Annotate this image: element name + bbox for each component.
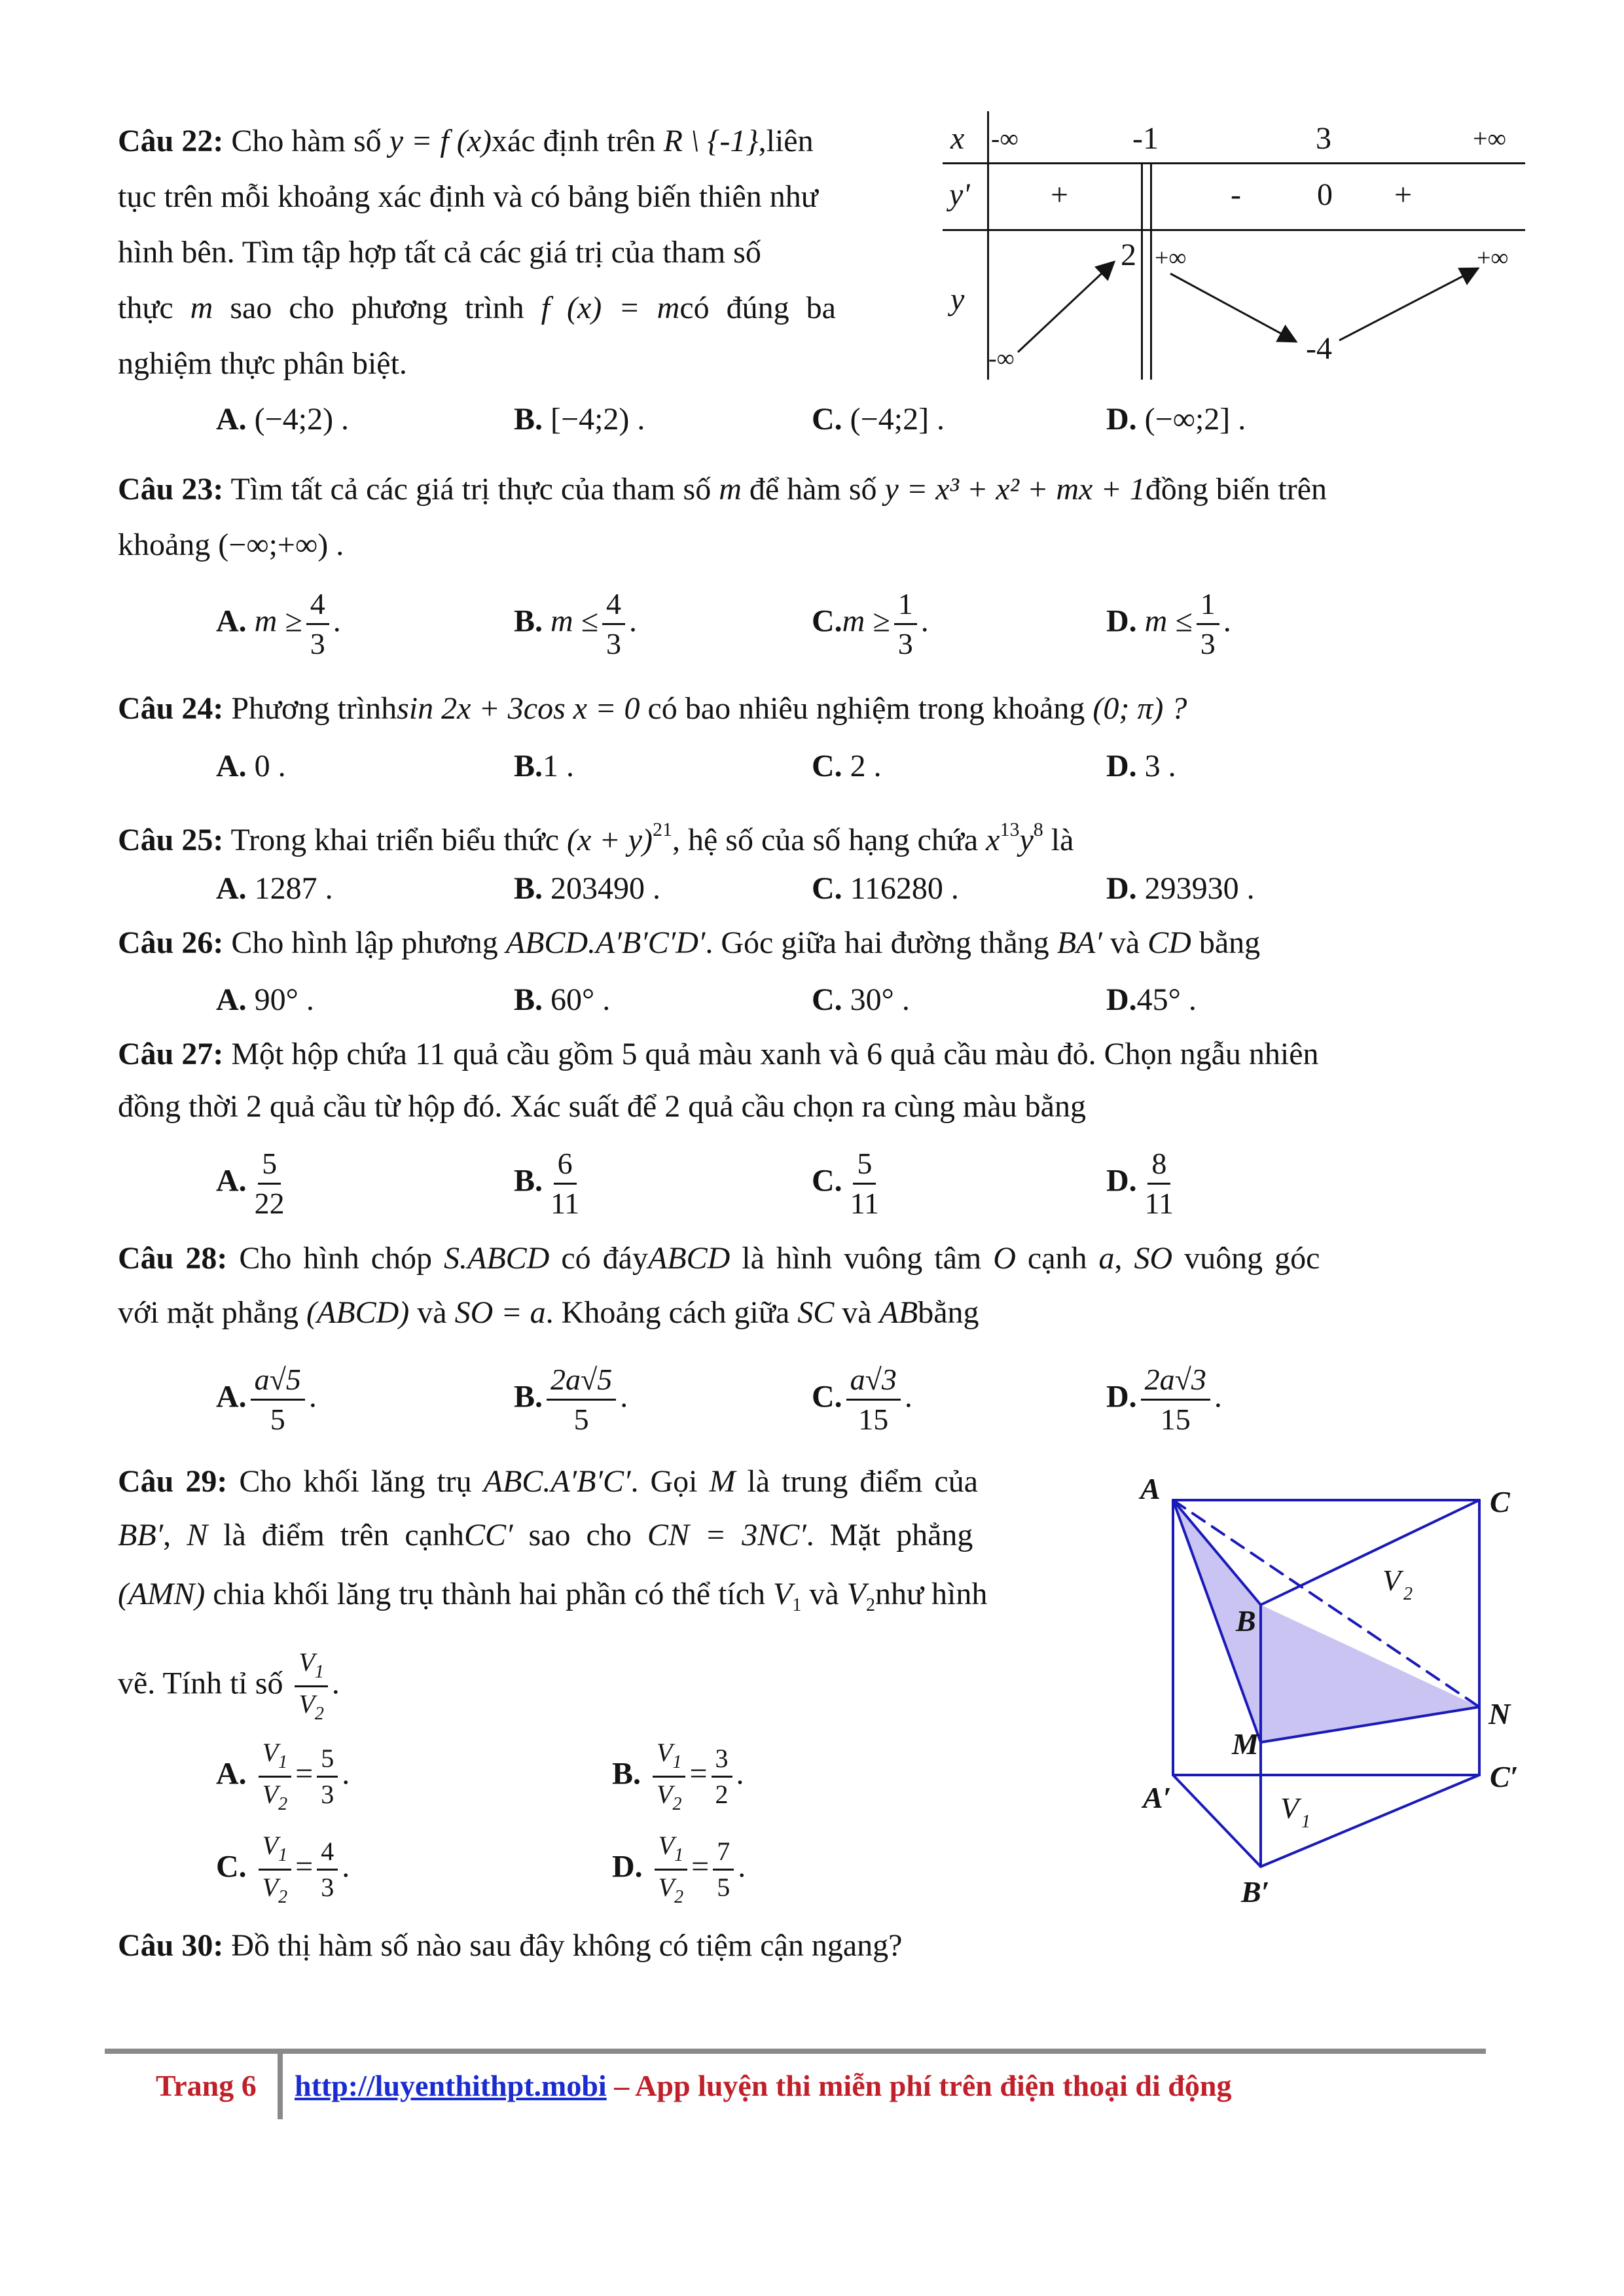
q23-answer-d: D. m ≤ $\frac{1}{3}$ . xyxy=(1106,587,1231,660)
footer-page-number: Trang 6 xyxy=(156,2069,257,2102)
q29-answer-a: A. $\frac{V_1}{V_2}$ = $\frac{5}{3}$ . xyxy=(216,1738,350,1814)
prism-figure xyxy=(1126,1460,1532,1905)
q23-answer-a: A. m ≥ $\frac{4}{3}$ . xyxy=(216,587,341,660)
table-y-2: 2 xyxy=(1121,238,1136,272)
q26-answer-d: D.45° . xyxy=(1106,982,1197,1017)
q24-answer-d: D. 3 . xyxy=(1106,749,1176,783)
label-v1-sub: 1 xyxy=(1301,1812,1310,1832)
table-y-label: y xyxy=(950,282,965,317)
q22-label: Câu 22: xyxy=(118,124,224,158)
table-sign-3: + xyxy=(1394,177,1413,212)
q23-line2: khoảng (−∞;+∞) . xyxy=(118,528,344,562)
q27-line2: đồng thời 2 quả cầu từ hộp đó. Xác suất để 2 quả cầu chọn ra cùng màu bằng xyxy=(118,1089,1086,1124)
q29-line4: vẽ. Tính tỉ số $\frac{V_1}{V_2}$ . xyxy=(118,1647,340,1724)
footer-rule xyxy=(105,2049,1486,2054)
table-y-pos-inf-1: +∞ xyxy=(1155,244,1187,272)
label-v2-sub: 2 xyxy=(1403,1584,1413,1604)
q28-answer-c: C. $\frac{a√3}{15}$ . xyxy=(812,1363,912,1436)
q23-answer-b: B. m ≤ $\frac{4}{3}$ . xyxy=(514,587,638,660)
q27-line1: Câu 27: Một hộp chứa 11 quả cầu gồm 5 quả màu xanh và 6 quả cầu màu đỏ. Chọn ngẫu nhiên xyxy=(118,1037,1319,1071)
q28-answer-d: D. $\frac{2a√3}{15}$ . xyxy=(1106,1363,1222,1436)
vertex-c1: C′ xyxy=(1490,1760,1519,1793)
vertex-b1: B′ xyxy=(1241,1875,1270,1905)
q22-line1: Câu 22: Cho hàm số y = f (x)xác định trên R \ {-1},liên xyxy=(118,124,814,158)
q26-answer-b: B. 60° . xyxy=(514,982,611,1017)
table-sign-1: + xyxy=(1051,177,1069,212)
table-x-minus-1: -1 xyxy=(1132,121,1159,156)
table-y-pos-inf-2: +∞ xyxy=(1477,244,1509,272)
footer-link[interactable]: http://luyenthithpt.mobi xyxy=(295,2069,607,2102)
table-arrows xyxy=(943,111,1525,386)
footer-tagline: http://luyenthithpt.mobi – App luyện thi miễn phí trên điện thoại di động xyxy=(295,2069,1232,2102)
q26-label: Câu 26: xyxy=(118,925,224,960)
q22-line4: thực m sao cho phương trình f (x) = mcó đúng ba xyxy=(118,291,836,325)
q27-answer-d: D. $\frac{8}{11}$ xyxy=(1106,1147,1174,1220)
q25-answer-b: B. 203490 . xyxy=(514,871,661,906)
q23-answer-c: C.m ≥ $\frac{1}{3}$ . xyxy=(812,587,929,660)
vertex-c: C xyxy=(1490,1485,1510,1518)
table-y-minus-4: -4 xyxy=(1306,331,1332,366)
plane-amn-section xyxy=(1173,1500,1479,1742)
q25-answer-c: C. 116280 . xyxy=(812,871,959,906)
table-y-neg-inf: -∞ xyxy=(988,345,1015,372)
q22-line3: hình bên. Tìm tập hợp tất cả các giá trị của tham số xyxy=(118,235,761,270)
q26-answer-c: C. 30° . xyxy=(812,982,910,1017)
q22-line2: tục trên mỗi khoảng xác định và có bảng biến thiên như xyxy=(118,179,818,214)
q26-answer-a: A. 90° . xyxy=(216,982,314,1017)
q28-answer-b: B. $\frac{2a√5}{5}$ . xyxy=(514,1363,628,1436)
vertex-a: A xyxy=(1140,1472,1161,1505)
q29-label: Câu 29: xyxy=(118,1464,228,1499)
arrow-down xyxy=(1170,274,1296,342)
q25-answer-a: A. 1287 . xyxy=(216,871,333,906)
q25-line1: Câu 25: Trong khai triển biểu thức $(x + y)^{21}$, hệ số của số hạng chứa $x^{13}y^8$ là xyxy=(118,819,1074,857)
vertex-b: B xyxy=(1236,1604,1256,1638)
q24-label: Câu 24: xyxy=(118,691,224,726)
edge-a1b1 xyxy=(1173,1775,1261,1867)
q29-line2: BB′, N là điểm trên cạnhCC′ sao cho CN = 3NC′. Mặt phẳng xyxy=(118,1518,973,1552)
q27-answer-c: C. $\frac{5}{11}$ xyxy=(812,1147,879,1220)
arrow-up-1 xyxy=(1018,262,1114,352)
q22-answer-b: B. [−4;2) . xyxy=(514,402,645,437)
q29-line1: Câu 29: Cho khối lăng trụ ABC.A′B′C′. Gọi M là trung điểm của xyxy=(118,1464,978,1499)
q22-answer-c: C. (−4;2] . xyxy=(812,402,945,437)
q24-answer-a: A. 0 . xyxy=(216,749,286,783)
q29-answer-b: B. $\frac{V_1}{V_2}$ = $\frac{3}{2}$ . xyxy=(612,1738,744,1814)
q23-label: Câu 23: xyxy=(118,472,224,507)
table-x-3: 3 xyxy=(1316,121,1331,156)
q27-answer-b: B. $\frac{6}{11}$ xyxy=(514,1147,580,1220)
arrow-up-2 xyxy=(1339,268,1478,340)
q25-answer-d: D. 293930 . xyxy=(1106,871,1255,906)
q30-line1: Câu 30: Đồ thị hàm số nào sau đây không có tiệm cận ngang? xyxy=(118,1928,903,1963)
table-x-pos-inf: +∞ xyxy=(1473,124,1507,153)
q25-label: Câu 25: xyxy=(118,823,224,857)
table-sign-2: - xyxy=(1231,177,1241,212)
q24-answer-c: C. 2 . xyxy=(812,749,882,783)
q24-line1: Câu 24: Phương trìnhsin 2x + 3cos x = 0 có bao nhiêu nghiệm trong khoảng (0; π) ? xyxy=(118,691,1187,726)
q22-answer-a: A. (−4;2) . xyxy=(216,402,350,437)
q28-line2: với mặt phẳng (ABCD) và SO = a. Khoảng cách giữa SC và ABbằng xyxy=(118,1295,979,1330)
table-x-neg-inf: -∞ xyxy=(991,124,1019,153)
label-v2: V xyxy=(1382,1564,1401,1597)
table-x-label: x xyxy=(950,121,965,156)
table-yp-label: y' xyxy=(949,177,970,212)
q29-line3: (AMN) chia khối lăng trụ thành hai phần có thể tích $V_1$ và $V_2như$ hình xyxy=(118,1577,988,1615)
q29-answer-d: D. $\frac{V_1}{V_2}$ = $\frac{7}{5}$ . xyxy=(612,1831,746,1907)
q22-line5: nghiệm thực phân biệt. xyxy=(118,346,407,381)
q27-answer-a: A. $\frac{5}{22}$ xyxy=(216,1147,285,1220)
q28-line1: Câu 28: Cho hình chóp S.ABCD có đáyABCD là hình vuông tâm O cạnh a, SO vuông góc xyxy=(118,1241,1320,1276)
q30-label: Câu 30: xyxy=(118,1928,224,1963)
footer-separator xyxy=(278,2054,283,2119)
vertex-m: M xyxy=(1232,1727,1259,1761)
label-v1: V xyxy=(1280,1791,1299,1825)
q26-line1: Câu 26: Cho hình lập phương ABCD.A′B′C′D′. Góc giữa hai đường thẳng BA′ và CD bằng xyxy=(118,925,1261,960)
table-sign-zero: 0 xyxy=(1317,177,1333,212)
q23-line1: Câu 23: Tìm tất cả các giá trị thực của tham số m để hàm số y = x³ + x² + mx + 1đồng biến trên xyxy=(118,472,1327,507)
q27-label: Câu 27: xyxy=(118,1037,224,1071)
q28-label: Câu 28: xyxy=(118,1241,228,1276)
q22-answer-d: D. (−∞;2] . xyxy=(1106,402,1246,437)
edge-bc xyxy=(1261,1500,1479,1605)
q24-answer-b: B.1 . xyxy=(514,749,575,783)
q28-answer-a: A. $\frac{a√5}{5}$ . xyxy=(216,1363,317,1436)
q29-answer-c: C. $\frac{V_1}{V_2}$ = $\frac{4}{3}$ . xyxy=(216,1831,350,1907)
vertex-a1: A′ xyxy=(1143,1781,1172,1814)
vertex-n: N xyxy=(1489,1697,1511,1731)
variation-table xyxy=(943,111,1525,386)
